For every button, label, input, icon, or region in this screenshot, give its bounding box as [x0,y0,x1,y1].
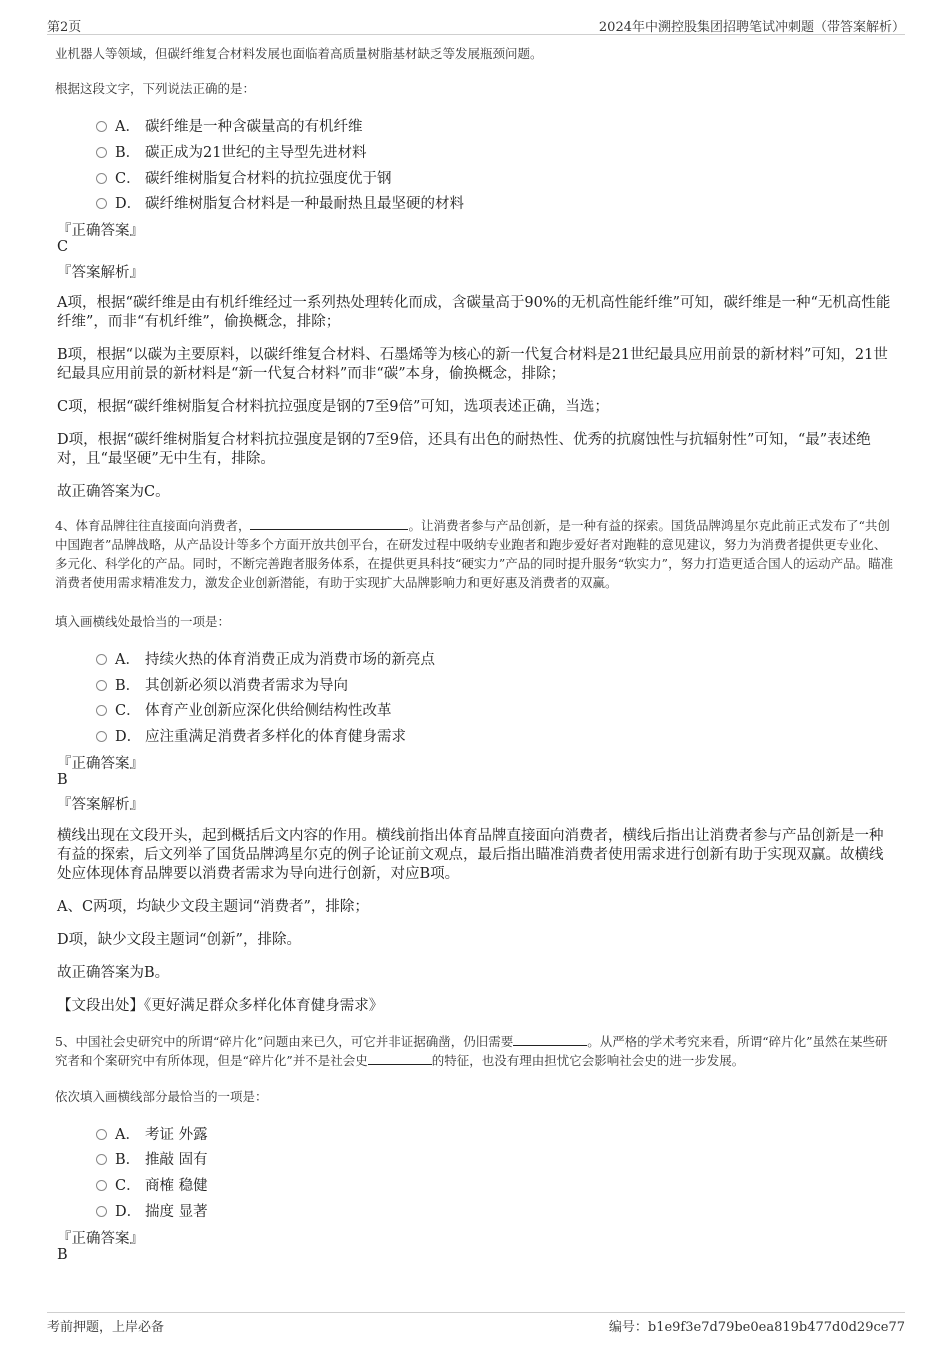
q5-prompt: 依次填入画横线部分最恰当的一项是： [55,1089,268,1104]
q3-option-d[interactable]: D． 碳纤维树脂复合材料是一种最耐热且最坚硬的材料 [96,192,464,212]
q5-answer: B [57,1247,68,1263]
page-footer [47,1312,905,1335]
q3-answer-label: 『正确答案』 [57,223,144,239]
radio-icon[interactable] [96,1180,107,1191]
radio-icon[interactable] [96,173,107,184]
radio-icon[interactable] [96,1206,107,1217]
q4-analysis-label: 『答案解析』 [57,797,144,813]
q3-analysis-b: B项，根据“以碳为主要原料，以碳纤维复合材料、石墨烯等为核心的新一代复合材料是21世纪最具应用前景的新材料”可知，21世纪最具应用前景的新材料是“新一代复合材料”而非“碳”本身，偷换概念，排除； [57,347,888,382]
radio-icon[interactable] [96,198,107,209]
radio-icon[interactable] [96,705,107,716]
footer-slogan: 考前押题，上岸必备 [47,1320,165,1335]
radio-icon[interactable] [96,680,107,691]
fill-blank [513,1033,587,1046]
q3-conclusion: 故正确答案为C。 [57,484,170,500]
q5-stem: 5、中国社会史研究中的所谓“碎片化”问题由来已久，可它并非证据确凿，仍旧需要 。从严格的学术考究来看，所谓“碎片化”虽然在某些研究者和个案研究中有所体现，但是“碎片化”并不是社会史 的特征，也没有理由担忧它会影响社会史的进一步发展。 [55,1034,888,1068]
radio-icon[interactable] [96,654,107,665]
q4-conclusion: 故正确答案为B。 [57,965,170,981]
q3-text-tail: 业机器人等领域，但碳纤维复合材料发展也面临着高质量树脂基材缺乏等发展瓶颈问题。 [55,46,543,61]
q4-option-c[interactable]: C． 体育产业创新应深化供给侧结构性改革 [96,699,392,719]
q4-analysis-d: D项，缺少文段主题词“创新”，排除。 [57,932,301,948]
q5-option-d[interactable]: D． 揣度 显著 [96,1200,208,1220]
q4-option-b[interactable]: B． 其创新必须以消费者需求为导向 [96,674,348,694]
q4-prompt: 填入画横线处最恰当的一项是： [55,614,231,629]
q4-option-a[interactable]: A． 持续火热的体育消费正成为消费市场的新亮点 [96,648,435,668]
radio-icon[interactable] [96,147,107,158]
q3-option-c[interactable]: C． 碳纤维树脂复合材料的抗拉强度优于钢 [96,167,392,187]
q3-prompt: 根据这段文字，下列说法正确的是： [55,81,256,96]
radio-icon[interactable] [96,121,107,132]
q4-analysis-ac: A、C两项，均缺少文段主题词“消费者”，排除； [57,899,369,915]
radio-icon[interactable] [96,731,107,742]
q5-option-c[interactable]: C． 商榷 稳健 [96,1174,208,1194]
q4-stem: 4、体育品牌往往直接面向消费者， 。让消费者参与产品创新，是一种有益的探索。国货品牌鸿星尔克此前正式发布了“共创中国跑者”品牌战略，从产品设计等多个方面开放共创平台，在研发过程中吸纳专业跑者和跑步爱好者对跑鞋的意见建议，努力为消费者提供更专业化、多元化、科学化的产品。同时，不断完善跑者服务体系，在提供更具科技“硬实力”产品的同时提升服务“软实力”，努力打造更适合国人的运动产品。瞄准消费者使用需求精准发力，激发企业创新潜能，有助于实现扩大品牌影响力和更好惠及消费者的双赢。 [55,518,894,590]
q5-option-a[interactable]: A． 考证 外露 [96,1123,208,1143]
q4-analysis-main: 横线出现在文段开头，起到概括后文内容的作用。横线前指出体育品牌直接面向消费者，横线后指出让消费者参与产品创新是一种有益的探索，后文列举了国货品牌鸿星尔克的例子论证前文观点，最后指出瞄准消费者使用需求进行创新有助于实现双赢。故横线处应体现体育品牌要以消费者需求为导向进行创新，对应B项。 [57,828,884,882]
page-number: 第2页 [47,20,82,35]
fill-blank [250,517,408,530]
radio-icon[interactable] [96,1154,107,1165]
radio-icon[interactable] [96,1129,107,1140]
q3-analysis-c: C项，根据“碳纤维树脂复合材料抗拉强度是钢的7至9倍”可知，选项表述正确，当选； [57,399,609,415]
fill-blank [368,1052,432,1065]
q4-source: 【文段出处】《更好满足群众多样化体育健身需求》 [57,998,384,1014]
q4-answer: B [57,772,68,788]
q5-answer-label: 『正确答案』 [57,1231,144,1247]
q3-answer: C [57,239,69,255]
document-id: 编号：b1e9f3e7d79be0ea819b477d0d29ce77 [608,1320,905,1335]
q4-answer-label: 『正确答案』 [57,756,144,772]
q3-analysis-d: D项，根据“碳纤维树脂复合材料抗拉强度是钢的7至9倍，还具有出色的耐热性、优秀的抗腐蚀性与抗辐射性”可知，“最”表述绝对，且“最坚硬”无中生有，排除。 [57,432,871,467]
q3-analysis-a: A项，根据“碳纤维是由有机纤维经过一系列热处理转化而成，含碳量高于90%的无机高性能纤维”可知，碳纤维是一种“无机高性能纤维”，而非“有机纤维”，偷换概念，排除； [57,295,891,330]
document-title: 2024年中溯控股集团招聘笔试冲刺题（带答案解析） [598,20,905,35]
q5-option-b[interactable]: B． 推敲 固有 [96,1148,208,1168]
q4-option-d[interactable]: D． 应注重满足消费者多样化的体育健身需求 [96,725,406,745]
q3-option-a[interactable]: A． 碳纤维是一种含碳量高的有机纤维 [96,115,363,135]
q3-analysis-label: 『答案解析』 [57,265,144,281]
q3-option-b[interactable]: B． 碳正成为21世纪的主导型先进材料 [96,141,366,161]
page-header [47,14,905,35]
